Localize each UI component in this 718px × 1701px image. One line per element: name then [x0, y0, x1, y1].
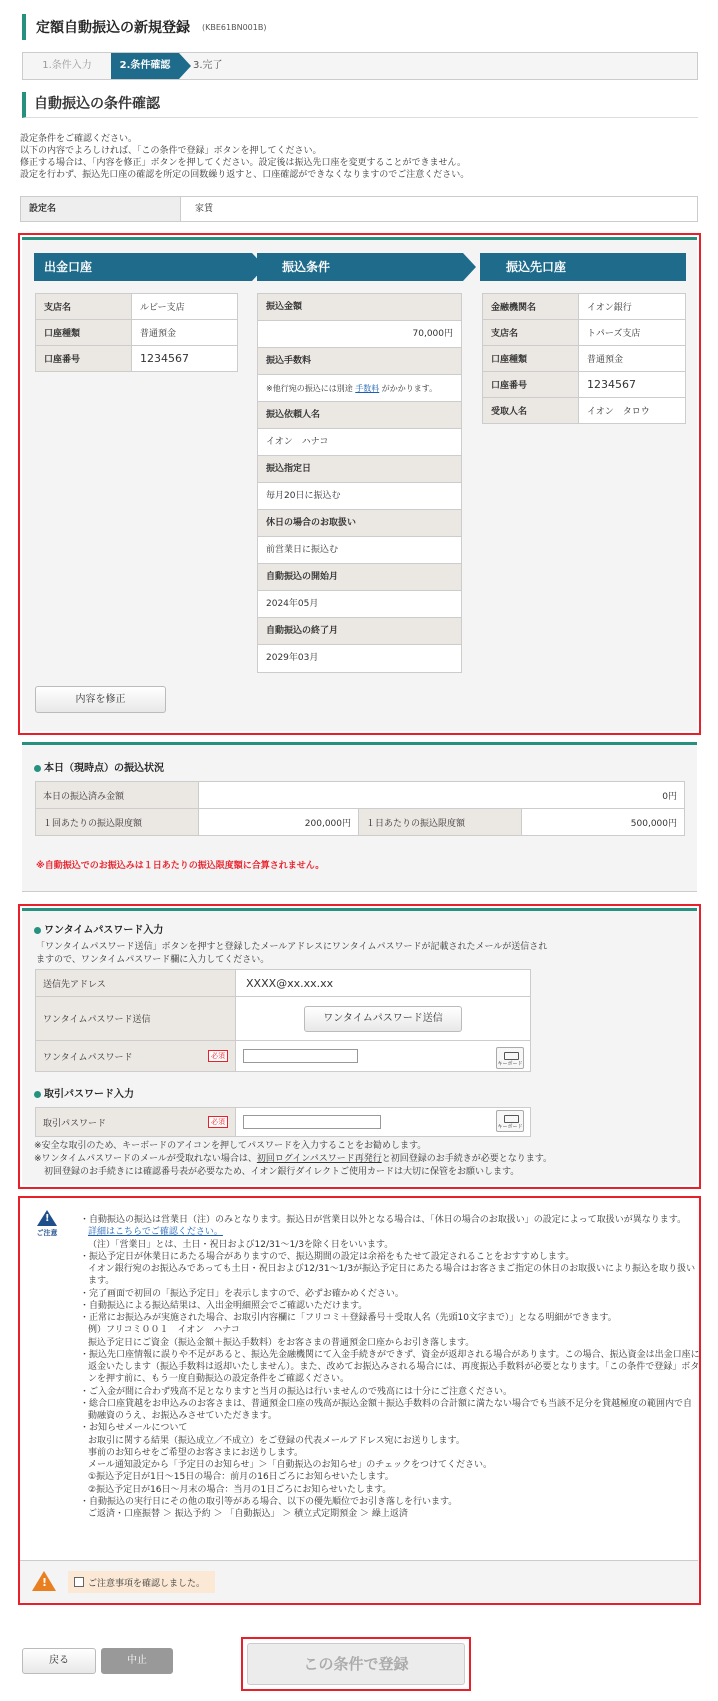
table-row — [36, 346, 238, 372]
amount-value: 70,000円 — [258, 321, 461, 348]
fee-note-prefix: ※他行宛の振込には別途 — [266, 384, 353, 393]
step-arrow-icon — [179, 53, 191, 79]
password-note: 初回登録のお手続きには確認番号表が必要なため、イオン銀行ダイレクトご使用カードは大切に保管をお願いします。 — [44, 1167, 520, 1177]
confirm-row — [20, 1560, 698, 1602]
confirm-checkbox-text: ご注意事項を確認しました。 — [88, 1578, 206, 1589]
trade-password-heading — [34, 1085, 134, 1100]
page-title: 定額自動振込の新規登録 — [36, 20, 190, 36]
per-limit-value: 200,000円 — [199, 809, 359, 836]
notice-line: ・総合口座貸越をお申込みのお客さまは、普通預金口座の残高が振込金額＋振込手数料の合計額に満たない場合でも当該不足分を貸越極度の範囲内で自動融資のうえ、お振込みさせていただきます。 — [80, 1398, 693, 1421]
warning-icon: ! — [32, 1571, 56, 1591]
status-heading — [34, 759, 164, 774]
password-note-text: と初回登録のお手続きが必要となります。 — [381, 1154, 553, 1164]
table-row — [36, 294, 238, 320]
from-number-value: 1234567 — [132, 346, 238, 372]
from-account-heading — [34, 253, 252, 281]
otp-input-cell — [236, 1041, 531, 1072]
to-branch-label: 支店名 — [483, 320, 579, 346]
caution-label: ご注意 — [36, 1229, 58, 1237]
day-limit-label: １日あたりの振込限度額 — [359, 809, 522, 836]
requester-label: 振込依頼人名 — [258, 402, 461, 429]
table-row — [36, 809, 685, 836]
password-note: ※安全な取引のため、キーボードのアイコンを押してパスワードを入力することをお勧めします。 — [34, 1141, 427, 1151]
start-month-value: 2024年05月 — [258, 591, 461, 618]
table-row — [36, 782, 685, 809]
password-note — [34, 1153, 684, 1166]
notice-line: ・正常にお振込みが実施された場合、お取引内容欄に「フリコミ＋登録番号＋受取人名（先頭10文字まで）」となる明細ができます。 — [80, 1313, 617, 1323]
otp-heading-text: ワンタイムパスワード入力 — [44, 925, 164, 936]
otp-table — [35, 969, 531, 1072]
table-row — [36, 970, 531, 997]
from-type-value: 普通預金 — [132, 320, 238, 346]
table-row — [483, 372, 686, 398]
notice-line: ・自動振込の振込は営業日（注）のみとなります。振込日が営業日以外となる場合は、「休日の場合のお取扱い」の設定によって取扱いが異なります。 — [80, 1215, 687, 1225]
required-badge: 必須 — [208, 1116, 228, 1128]
conditions-heading — [257, 253, 463, 281]
step-2-active — [111, 53, 179, 79]
to-number-label: 口座番号 — [483, 372, 579, 398]
submit-button[interactable]: この条件で登録 — [247, 1643, 465, 1685]
fee-note-suffix: がかかります。 — [381, 384, 438, 393]
details-link[interactable]: 詳細はこちらでご確認ください。 — [88, 1227, 223, 1238]
otp-send-label — [36, 997, 236, 1041]
confirm-checkbox[interactable] — [74, 1577, 84, 1587]
intro-line: 設定条件をご確認ください。 — [20, 134, 138, 144]
notice-line: メール通知設定から「予定日のお知らせ」＞「自動振込のお知らせ」のチェックをつけてください。 — [88, 1460, 493, 1470]
password-note-text: ※ワンタイムパスワードのメールが受取れない場合は、 — [34, 1154, 257, 1164]
trade-password-table — [35, 1107, 531, 1137]
notice-line: ・振込予定日が休業日にあたる場合がありますので、振込期間の設定は余裕をもたせて設定されることをおすすめします。 — [80, 1251, 575, 1262]
table-row — [483, 294, 686, 320]
step-indicator — [22, 52, 698, 80]
to-account-table — [482, 293, 686, 424]
otp-input[interactable] — [243, 1049, 358, 1063]
email-value: XXXX@xx.xx.xx — [236, 970, 531, 997]
fee-label: 振込手数料 — [258, 348, 461, 375]
start-month-label: 自動振込の開始月 — [258, 564, 461, 591]
to-type-value: 普通預金 — [579, 346, 686, 372]
setting-name-value: 家賃 — [195, 204, 214, 214]
table-row — [36, 1041, 531, 1072]
amount-label: 振込金額 — [258, 294, 461, 321]
to-branch-value: トパーズ支店 — [579, 320, 686, 346]
trade-password-heading-text: 取引パスワード入力 — [44, 1089, 134, 1100]
to-name-label: 受取人名 — [483, 398, 579, 424]
to-name-value: イオン タロウ — [579, 398, 686, 424]
step-1: 1.条件入力 — [42, 60, 92, 71]
from-branch-value: ルビー支店 — [132, 294, 238, 320]
fee-link[interactable]: 手数料 — [355, 384, 380, 393]
notice-line: 例）フリコミ００１ イオン ハナコ — [88, 1325, 240, 1336]
bullet-icon — [34, 1091, 41, 1098]
to-bank-label: 金融機関名 — [483, 294, 579, 320]
intro-line: 修正する場合は、「内容を修正」ボタンを押してください。設定後は振込先口座を変更することができません。 — [20, 158, 467, 168]
confirm-checkbox-label[interactable] — [68, 1571, 215, 1593]
trade-password-label — [36, 1108, 236, 1137]
password-notes — [34, 1140, 684, 1179]
notice-line: ②振込予定日が16日～月末の場合：当月の1日ごろにお知らせいたします。 — [88, 1484, 392, 1495]
status-table — [35, 781, 685, 836]
status-heading-text: 本日（現時点）の振込状況 — [44, 763, 164, 774]
email-label — [36, 970, 236, 997]
email-label-text: 送信先アドレス — [43, 979, 106, 990]
from-branch-label: 支店名 — [36, 294, 132, 320]
edit-button[interactable]: 内容を修正 — [35, 686, 166, 713]
end-month-value: 2029年03月 — [266, 653, 319, 663]
to-type-label: 口座種類 — [483, 346, 579, 372]
to-bank-value: イオン銀行 — [579, 294, 686, 320]
table-row — [483, 346, 686, 372]
otp-send-button[interactable]: ワンタイムパスワード送信 — [304, 1006, 462, 1032]
section-heading: 自動振込の条件確認 — [22, 92, 698, 118]
trade-password-input[interactable] — [243, 1115, 381, 1129]
requester-value: イオン ハナコ — [258, 429, 461, 456]
reissue-password-link[interactable]: 初回ログインパスワード再発行 — [256, 1154, 382, 1164]
otp-send-label-text: ワンタイムパスワード送信 — [43, 1015, 151, 1025]
bullet-icon — [34, 765, 41, 772]
intro-line: 設定を行わず、振込先口座の確認を所定の回数繰り返すと、口座確認ができなくなりますのでご注意ください。 — [20, 170, 470, 180]
intro-text — [20, 133, 700, 181]
from-account-heading-text: 出金口座 — [44, 260, 93, 274]
otp-input-label — [36, 1041, 236, 1072]
setting-name-label: 設定名 — [21, 197, 181, 221]
from-type-label: 口座種類 — [36, 320, 132, 346]
notice-line: ・振込先口座情報に誤りや不足があると、振込先金融機関にて入金手続きができず、資金が返却される場合があります。この場合、振込資金は出金口座に返金いたします（振込手数料は返却いたしません）。また、改めてお振込みされる場合には、再度振込手数料が必要となります。「この条件で登録」ボタンを押す前に、もう一度自動振込の設定条件をご確認ください。 — [80, 1349, 700, 1385]
step-2-label: 2.条件確認 — [119, 60, 171, 71]
keyboard-icon[interactable]: キーボード — [496, 1110, 524, 1132]
otp-heading — [34, 921, 163, 936]
trade-password-label-text: 取引パスワード — [43, 1118, 107, 1129]
notice-line: ・ご入金が間に合わず残高不足となりますと当月の振込は行いませんので残高には十分にご注意ください。 — [80, 1386, 513, 1397]
done-amount-label: 本日の振込済み金額 — [36, 782, 199, 809]
notice-line: ・お知らせメールについて — [80, 1423, 188, 1434]
notice-line: ・自動振込による振込結果は、入出金明細照会でご確認いただけます。 — [80, 1300, 368, 1311]
table-row — [36, 1108, 531, 1137]
to-number-value: 1234567 — [579, 372, 686, 398]
setting-name-row — [20, 196, 698, 222]
holiday-label: 休日の場合のお取扱い — [258, 510, 461, 537]
screen-code: (KBE61BN001B) — [202, 22, 267, 32]
cancel-button[interactable]: 中止 — [101, 1648, 173, 1674]
notice-line: 事前のお知らせをご希望のお客さまにお送りします。 — [88, 1447, 304, 1458]
bullet-icon — [34, 927, 41, 934]
limit-warning: ※自動振込でのお振込みは１日あたりの振込限度額に合算されません。 — [36, 861, 325, 871]
back-button[interactable]: 戻る — [22, 1648, 96, 1674]
per-limit-label: １回あたりの振込限度額 — [36, 809, 199, 836]
keyboard-icon[interactable]: キーボード — [496, 1047, 524, 1069]
table-row — [483, 398, 686, 424]
date-value: 毎月20日に振込む — [258, 483, 461, 510]
from-account-table — [35, 293, 238, 372]
notice-line: ・自動振込の実行日にその他の取引等がある場合、以下の優先順位でお引き落しを行います。 — [80, 1496, 458, 1507]
page-title-bar — [22, 14, 266, 40]
caution-icon — [34, 1210, 60, 1238]
warning-icon: ! — [37, 1210, 57, 1226]
notice-text — [80, 1214, 700, 1520]
from-number-label: 口座番号 — [36, 346, 132, 372]
table-row — [36, 320, 238, 346]
otp-send-cell — [236, 997, 531, 1041]
day-limit-value: 500,000円 — [522, 809, 685, 836]
conditions-heading-text: 振込条件 — [282, 260, 331, 274]
to-account-heading: 振込先口座 — [480, 253, 686, 281]
date-label: 振込指定日 — [258, 456, 461, 483]
conditions-table — [257, 293, 462, 673]
notice-line: 振込予定日にご資金（振込金額＋振込手数料）をお客さまの普通預金口座からお引き落します。 — [88, 1337, 475, 1348]
notice-line: ご返済・口座振替 ＞ 振込予約 ＞ 「自動振込」 ＞ 積立式定期預金 ＞ 繰上返済 — [88, 1509, 408, 1519]
notice-line: （注）「営業日」とは、土日・祝日および12/31～1/3を除く日をいいます。 — [88, 1239, 394, 1250]
otp-input-label-text: ワンタイムパスワード — [43, 1052, 133, 1063]
arrow-right-icon — [463, 253, 476, 281]
intro-line: 以下の内容でよろしければ、「この条件で登録」ボタンを押してください。 — [20, 146, 322, 156]
holiday-value: 前営業日に振込む — [258, 537, 461, 564]
done-amount-value: 0円 — [199, 782, 685, 809]
step-3: 3.完了 — [193, 60, 223, 71]
notice-line: ①振込予定日が1日～15日の場合：前月の16日ごろにお知らせいたします。 — [88, 1472, 394, 1483]
table-row — [483, 320, 686, 346]
otp-description: 「ワンタイムパスワード送信」ボタンを押すと登録したメールアドレスにワンタイムパスワードが記載されたメールが送信されますので、ワンタイムパスワード欄に入力してください。 — [36, 942, 548, 965]
trade-password-cell — [236, 1108, 531, 1137]
table-row — [36, 997, 531, 1041]
required-badge: 必須 — [208, 1050, 228, 1062]
notice-line: お取引に関する結果（振込成立／不成立）をご登録の代表メールアドレス宛にお送りします。 — [88, 1435, 465, 1446]
end-month-label: 自動振込の終了月 — [258, 618, 461, 645]
notice-line: ・完了画面で初回の「振込予定日」を表示しますので、必ずお確かめください。 — [80, 1288, 404, 1299]
notice-line — [80, 1226, 700, 1238]
notice-panel — [20, 1198, 698, 1602]
fee-note — [258, 375, 461, 402]
notice-line: イオン銀行宛のお振込みであっても土日・祝日および12/31～1/3が振込予定日にあたる場合はお客さまご指定の休日のお取扱いにより振込を取り扱います。 — [88, 1264, 696, 1287]
